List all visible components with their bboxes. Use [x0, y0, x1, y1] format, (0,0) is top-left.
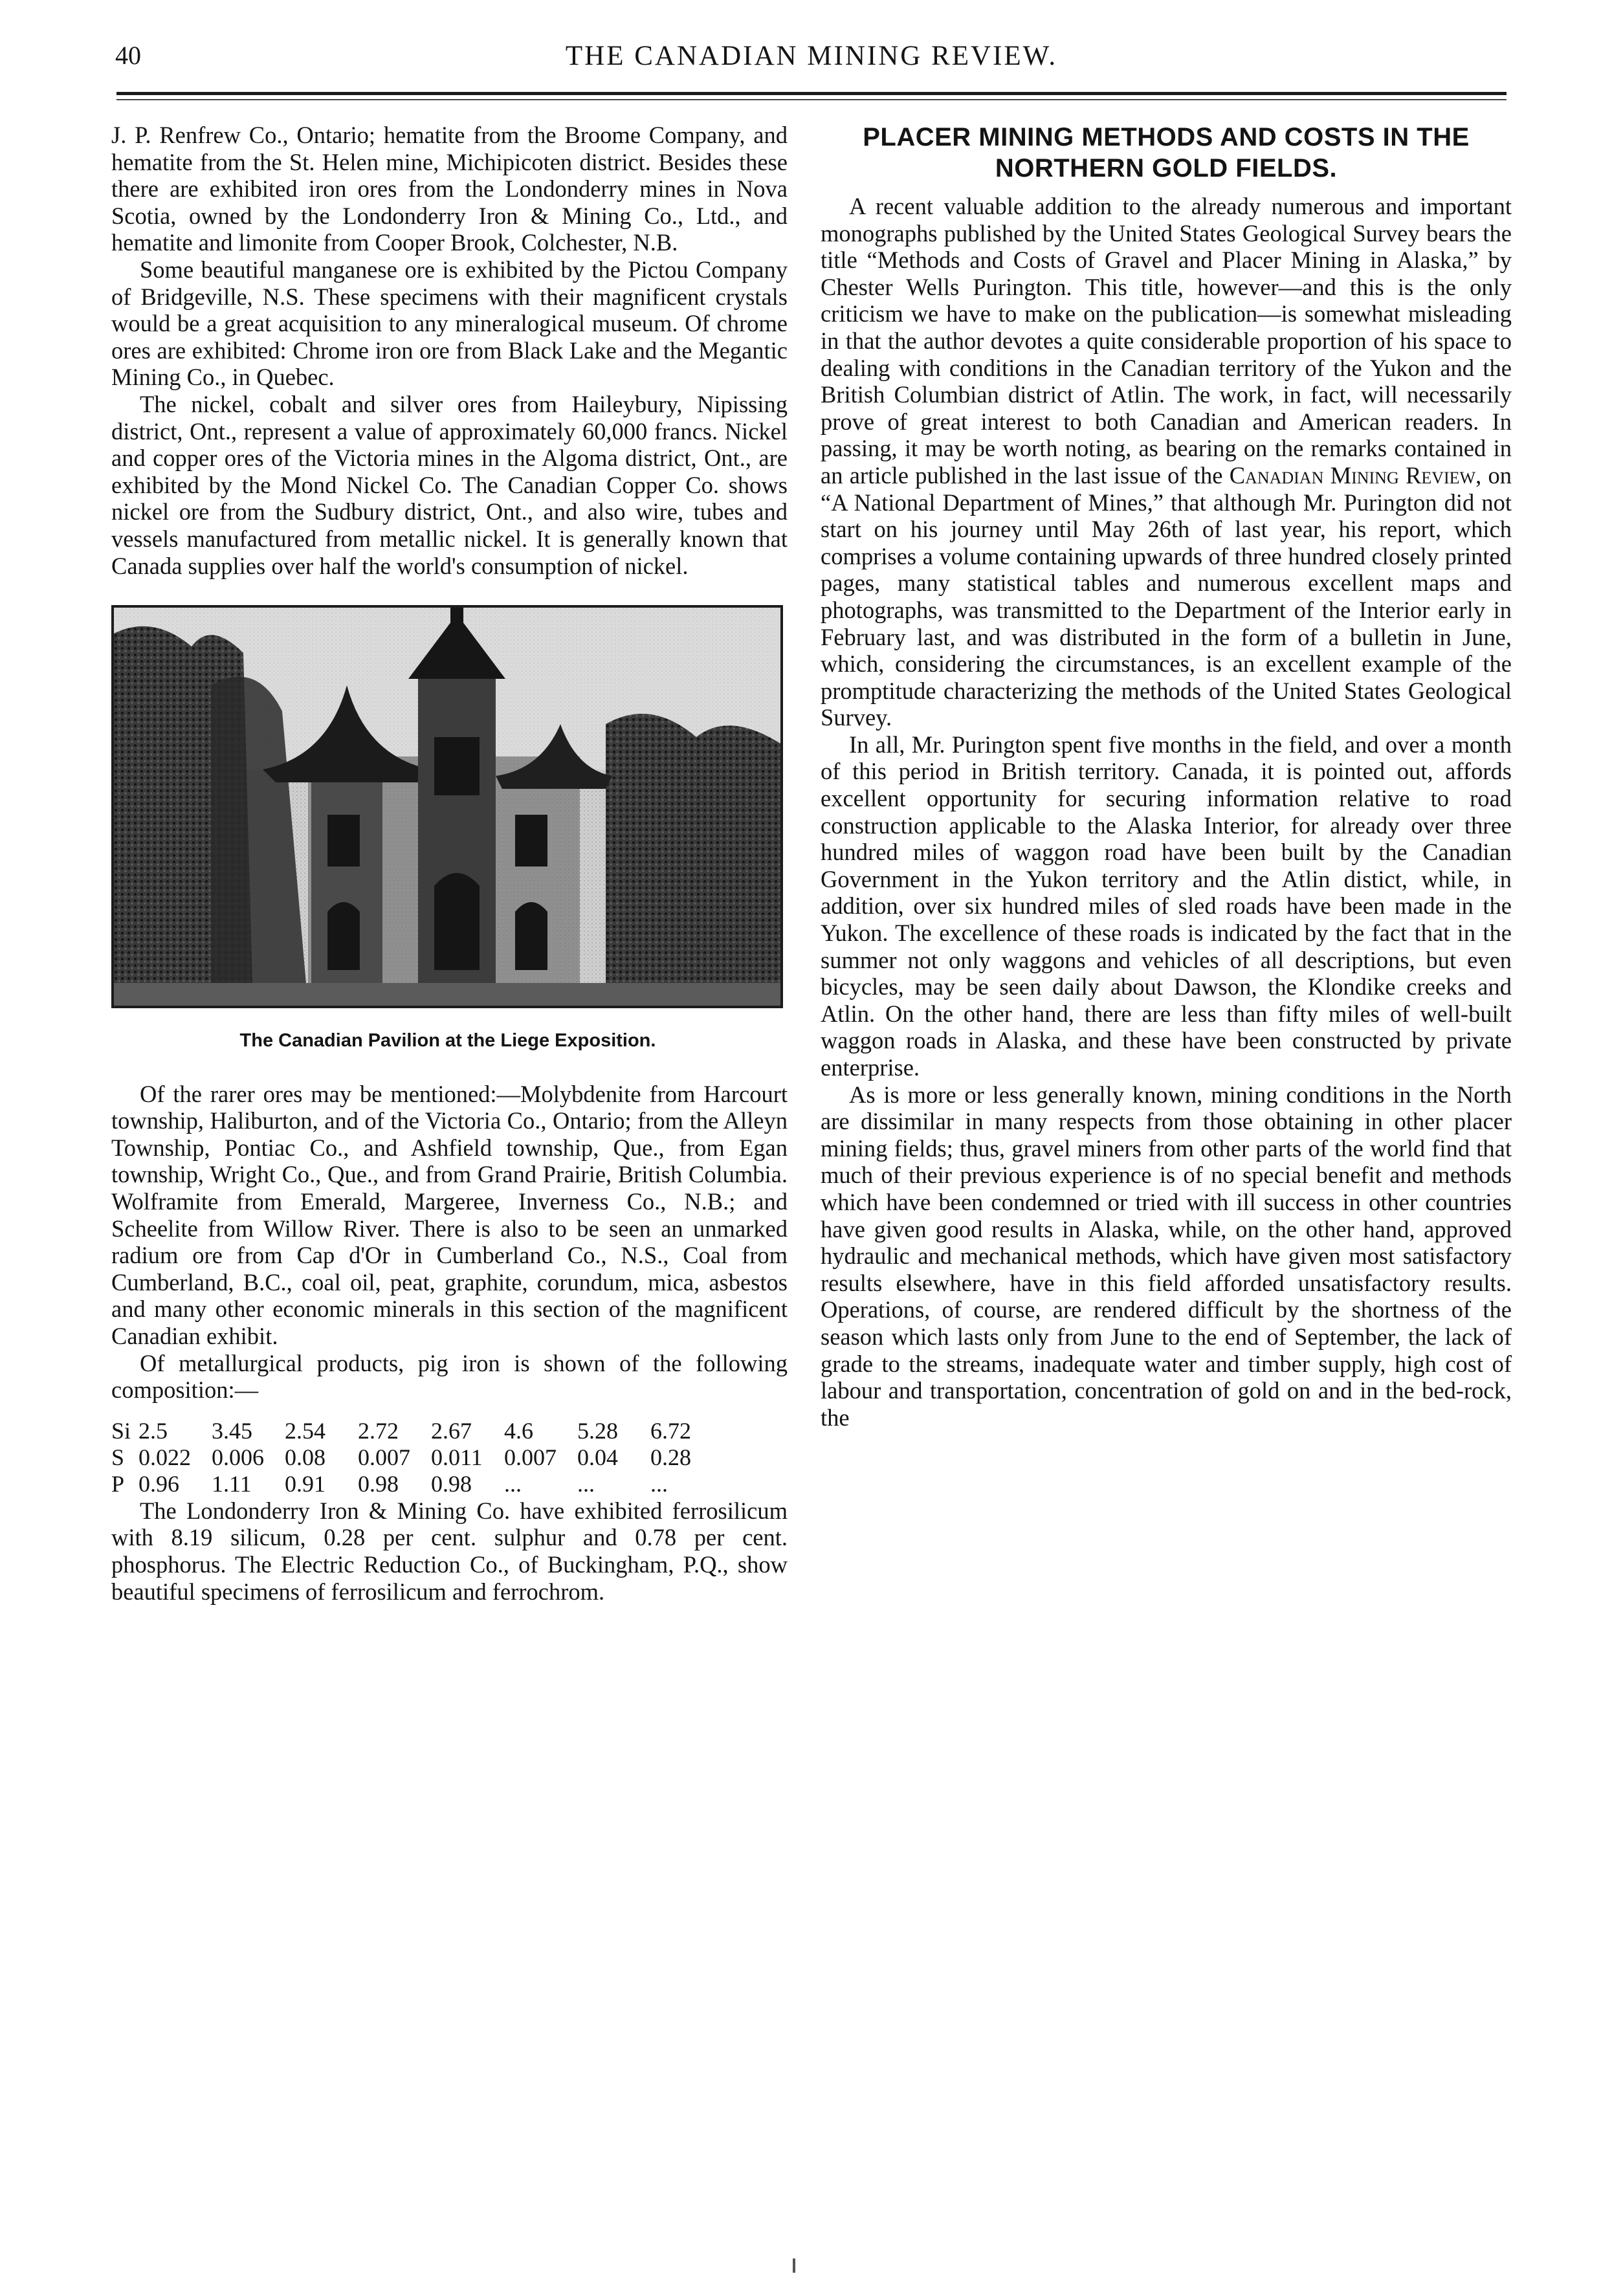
header-rule-thin [116, 99, 1507, 100]
pavilion-photo [111, 605, 783, 1008]
left-paragraph-3: The nickel, cobalt and silver ores from Haileybury, Nipissing district, Ont., represent a value of approximately 60,000 francs. Nickel and copper ores of the Victoria mines in the Algoma district, Ont., are exhibited by the Mond Nickel Co. The Canadian Copper Co. shows nickel ore from the Sudbury district, Ont., and also wire, tubes and vessels manufactured from metallic nickel. It is generally known that Canada supplies over half the world's consumption of nickel. [111, 390, 788, 579]
figure-caption: The Canadian Pavilion at the Liege Exposition. [239, 1030, 656, 1052]
journal-name-inline: Canadian Mining Review [1229, 461, 1476, 489]
page-number: 40 [115, 41, 141, 70]
composition-row-s: S 0.022 0.006 0.08 0.007 0.011 0.007 0.04 0.28 [111, 1444, 691, 1470]
pavilion-figure [111, 605, 784, 1055]
article-headline: PLACER MINING METHODS AND COSTS IN THE NORTHERN GOLD FIELDS. [863, 123, 1470, 182]
left-column [111, 122, 788, 1605]
left-paragraph-4: Of the rarer ores may be mentioned:—Molybdenite from Harcourt township, Haliburton, and of the Victoria Co., Ontario; from the Alleyn Township, Pontiac Co., and Ashfield township, Que., from Egan township, Wright Co., Que., and from Grand Prairie, British Columbia. Wolframite from Emerald, Margeree, Inverness Co., N.B.; and Scheelite from Willow River. There is also to be seen an unmarked radium ore from Cap d'Or in Cumberland Co., N.S., Coal from Cumberland, B.C., coal oil, peat, graphite, corundum, mica, asbestos and many other economic minerals in this section of the magnificent Canadian exhibit. [111, 1080, 788, 1350]
right-paragraph-3: As is more or less generally known, mining conditions in the North are dissimilar in many respects from those obtaining in other placer mining fields; thus, gravel miners from other parts of the world find that much of their previous experience is of no special benefit and methods which have been condemned or tried with ill success in other countries have given good results in Alaska, while, on the other hand, approved hydraulic and mechanical methods, which have given most satisfactory results elsewhere, have in this field afforded unsatisfactory results. Operations, of course, are rendered difficult by the shortness of the season which lasts only from June to the end of September, the lack of grade to the streams, inadequate water and timber supply, high cost of labour and transportation, concentration of gold on and in the bed-rock, the [821, 1081, 1512, 1431]
left-paragraph-1: J. P. Renfrew Co., Ontario; hematite from the Broome Company, and hematite from the St. Helen mine, Michipicoten district. Besides these there are exhibited iron ores from the Londonderry mines in Nova Scotia, owned by the Londonderry Iron & Mining Co., Ltd., and hematite and limonite from Cooper Brook, Colchester, N.B. [111, 122, 788, 256]
pig-iron-composition-table [111, 1418, 788, 1497]
pavilion-photo-illustration [114, 608, 780, 1006]
left-paragraph-2: Some beautiful manganese ore is exhibited by the Pictou Company of Bridgeville, N.S. These specimens with their magnificent crystals would be a great acquisition to any mineralogical museum. Of chrome ores are exhibited: Chrome iron ore from Black Lake and the Megantic Mining Co., in Quebec. [111, 256, 788, 391]
left-paragraph-6: The Londonderry Iron & Mining Co. have exhibited ferrosilicum with 8.19 silicum, 0.28 per cent. sulphur and 0.78 per cent. phosphorus. The Electric Reduction Co., of Buckingham, P.Q., show beautiful specimens of ferrosilicum and ferrochrom. [111, 1497, 788, 1605]
header-rule [116, 92, 1507, 95]
right-column [821, 122, 1512, 1431]
right-paragraph-1: A recent valuable addition to the already numerous and important monographs published by the United States Geological Survey bears the title “Methods and Costs of Gravel and Placer Mining in Alaska,” by Chester Wells Purington. This title, however—and this is the only criticism we have to make on the publication—is somewhat misleading in that the author devotes a quite considerable proportion of his space to dealing with conditions in the Canadian territory of the Yukon and the British Columbian district of Atlin. The work, in fact, will necessarily prove of great interest to both Canadian and American readers. In passing, it may be worth noting, as bearing on the remarks contained in an article published in the last issue of the Canadian Mining Review, on “A National Department of Mines,” that although Mr. Purington did not start on his journey until May 26th of last year, his report, which comprises a volume containing upwards of three hundred closely printed pages, many statistical tables and numerous excellent maps and photographs, was transmitted to the Department of the Interior early in February last, and was distributed in the form of a bulletin in June, which, considering the circumstances, is an excellent example of the promptitude characterizing the methods of the United States Geological Survey. [821, 193, 1512, 731]
right-paragraph-2: In all, Mr. Purington spent five months in the field, and over a month of this period in British territory. Canada, it is pointed out, affords excellent opportunity for securing information relative to road construction applicable to the Alaska Interior, for already over three hundred miles of waggon road have been built by the Canadian Government in the Yukon territory and the Atlin distict, while, in addition, over six hundred miles of sled roads have been made in the Yukon. The excellence of these roads is indicated by the fact that in the summer not only waggons and vehicles of all descriptions, but even bicycles, may be seen daily about Dawson, the Klondike creeks and Atlin. On the other hand, there are less than fifty miles of well-built waggon roads in Alaska, and these have been constructed by private enterprise. [821, 731, 1512, 1081]
journal-running-head: THE CANADIAN MINING REVIEW. [565, 41, 1058, 71]
left-paragraph-5: Of metallurgical products, pig iron is shown of the following composition:— [111, 1349, 788, 1404]
composition-row-si: Si 2.5 3.45 2.54 2.72 2.67 4.6 5.28 6.72 [111, 1417, 691, 1444]
composition-row-p: P 0.96 1.11 0.91 0.98 0.98 ... ... ... [111, 1470, 668, 1497]
print-mark [793, 2258, 795, 2273]
